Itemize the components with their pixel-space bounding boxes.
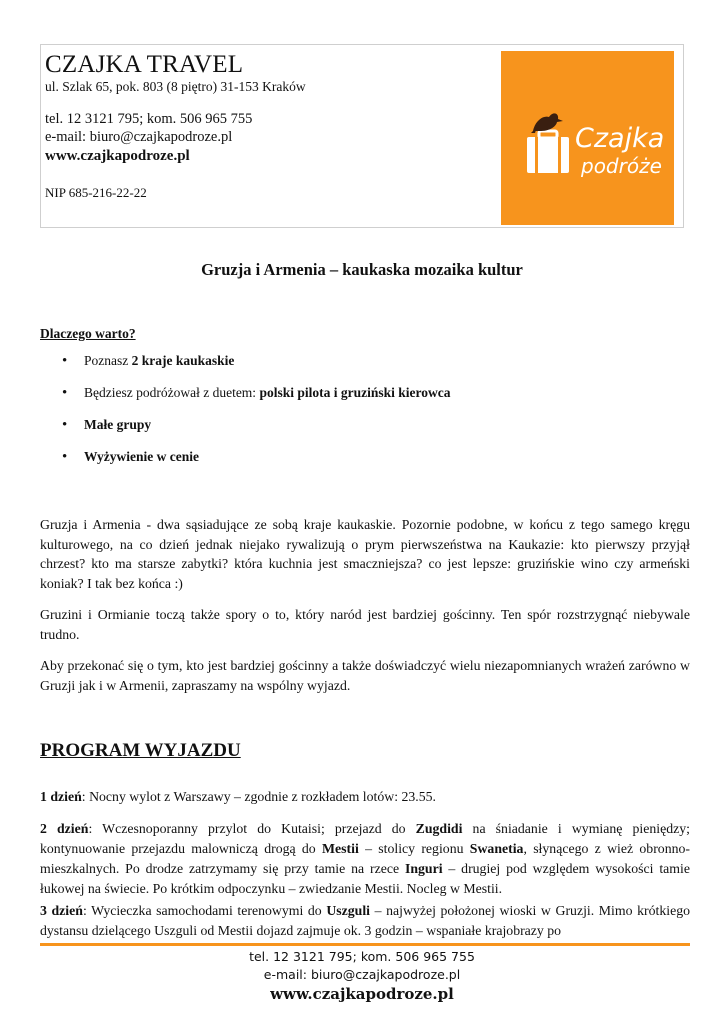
- footer-divider: [40, 943, 690, 946]
- company-name: CZAJKA TRAVEL: [45, 51, 244, 78]
- day-1: 1 dzień: Nocny wylot z Warszawy – zgodnie z rozkładem lotów: 23.55.: [40, 789, 436, 804]
- logo-text-podroze: podróże: [581, 154, 662, 178]
- list-item: • Wyżywienie w cenie: [40, 448, 680, 480]
- logo-text-czajka: Czajka: [575, 123, 665, 154]
- company-address: ul. Szlak 65, pok. 803 (8 piętro) 31-153 Kraków: [45, 79, 306, 94]
- company-nip: NIP 685-216-22-22: [45, 185, 147, 200]
- company-website[interactable]: www.czajkapodroze.pl: [45, 148, 190, 164]
- suitcase-bird-icon: [501, 51, 674, 225]
- company-email: e-mail: biuro@czajkapodroze.pl: [45, 129, 233, 145]
- footer-phone: tel. 12 3121 795; kom. 506 965 755: [249, 949, 475, 964]
- why-list: [40, 352, 680, 480]
- company-header: [40, 44, 684, 228]
- page-title: Gruzja i Armenia – kaukaska mozaika kultur: [201, 260, 523, 279]
- company-logo: [501, 51, 674, 225]
- invitation-paragraph: Aby przekonać się o tym, kto jest bardziej gościnny a także doświadczyć wielu niezapomnianych wrażeń zarówno w Gruzji jak i w Armenii, zapraszamy na wspólny wyjazd.: [40, 658, 690, 693]
- list-item: • Małe grupy: [40, 416, 680, 448]
- footer-email: e-mail: biuro@czajkapodroze.pl: [263, 967, 461, 982]
- hospitality-paragraph: Gruzini i Ormianie toczą także spory o to, który naród jest bardziej gościnny. Ten spór rozstrzygnąć niebywale trudno.: [40, 607, 690, 642]
- company-phone: tel. 12 3121 795; kom. 506 965 755: [45, 111, 253, 127]
- why-heading: Dlaczego warto?: [40, 326, 136, 341]
- list-item: • Będziesz podróżował z duetem: polski pilota i gruziński kierowca: [40, 384, 680, 416]
- day-2: 2 dzień: Wczesnoporanny przylot do Kutaisi; przejazd do Zugdidi na śniadanie i wymianę pieniędzy; kontynuowanie przejazdu malowniczą drogą do Mestii – stolicy regionu Swanetia, słynącego z wież obronno-mieszkalnych. Po drodze zatrzymamy się przy tamie na rzece Inguri – drugiej pod względem wysokości tamie łukowej na świecie. Po krótkim odpoczynku – zwiedzanie Mestii. Nocleg w Mestii.: [40, 821, 690, 896]
- day-3: 3 dzień: Wycieczka samochodami terenowymi do Uszguli – najwyżej położonej wioski w Gruzji. Mimo krótkiego dystansu dzielącego Uszguli od Mestii dojazd zajmuje ok. 3 godzin – wspaniałe krajobrazy po: [40, 903, 690, 938]
- list-item: • Poznasz 2 kraje kaukaskie: [40, 352, 680, 384]
- program-heading: PROGRAM WYJAZDU: [40, 740, 241, 761]
- intro-paragraph: Gruzja i Armenia - dwa sąsiadujące ze sobą kraje kaukaskie. Pozornie podobne, w końcu z tego samego kręgu kulturowego, na co dzień jednak niejako rywalizują o prym pierwszeństwa na Kaukazie: kto pierwszy przyjął chrzest? kto ma starsze zabytki? która kuchnia jest smaczniejsza? co jest lepsze: gruzińskie wino czy armeński koniak? I tak bez końca :): [40, 517, 690, 591]
- footer-website[interactable]: www.czajkapodroze.pl: [270, 985, 454, 1003]
